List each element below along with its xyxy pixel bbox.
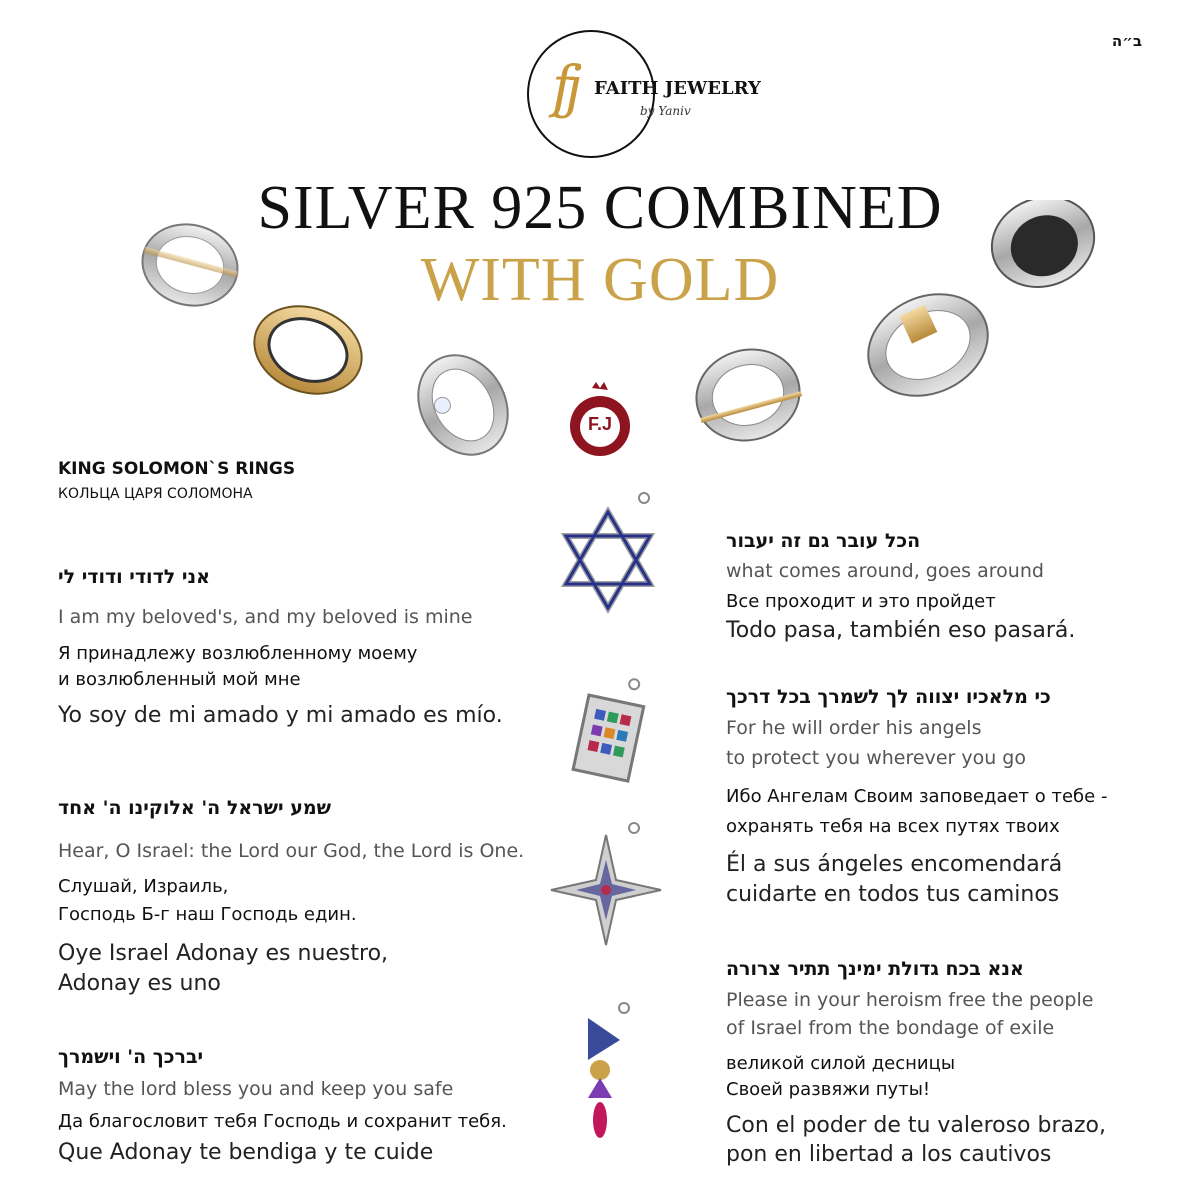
left-block-3-russian: Да благословит тебя Господь и сохранит тебя. bbox=[58, 1111, 507, 1132]
right-block-3-english-2: of Israel from the bondage of exile bbox=[726, 1017, 1055, 1039]
hoshen-pendant-icon bbox=[573, 671, 649, 781]
left-block-1-english: I am my beloved's, and my beloved is mine bbox=[58, 606, 473, 628]
right-block-2-russian-2: охранять тебя на всех путях твоих bbox=[726, 816, 1060, 837]
left-block-1-russian-2: и возлюбленный мой мне bbox=[58, 669, 301, 690]
right-block-2-english-1: For he will order his angels bbox=[726, 717, 982, 739]
section-subtitle: КОЛЬЦА ЦАРЯ СОЛОМОНА bbox=[58, 486, 253, 502]
page-title-line2: WITH GOLD bbox=[420, 246, 780, 314]
right-block-1-spanish: Todo pasa, también eso pasará. bbox=[726, 618, 1076, 643]
brand-name: FAITH JEWELRY bbox=[594, 78, 761, 99]
right-block-3-russian-2: Своей развяжи путы! bbox=[726, 1079, 931, 1100]
right-block-2-russian-1: Ибо Ангелам Своим заповедает о тебе - bbox=[726, 786, 1108, 807]
left-block-1-russian-1: Я принадлежу возлюбленному моему bbox=[58, 643, 418, 664]
left-block-3-spanish: Que Adonay te bendiga y te cuide bbox=[58, 1140, 434, 1165]
ring-5 bbox=[852, 275, 1005, 414]
right-block-3-hebrew: אנא בכח גדולת ימינך תתיר צרורה bbox=[726, 958, 1024, 980]
page-title-line1: SILVER 925 COMBINED bbox=[257, 174, 943, 242]
left-block-3-english: May the lord bless you and keep you safe bbox=[58, 1078, 454, 1100]
brand-tagline: by Yaniv bbox=[640, 104, 691, 118]
brand-monogram: fj bbox=[552, 55, 575, 120]
right-block-1-hebrew: הכל עובר גם זה יעבור bbox=[726, 530, 921, 552]
left-block-2-spanish-1: Oye Israel Adonay es nuestro, bbox=[58, 941, 389, 966]
section-title: KING SOLOMON`S RINGS bbox=[58, 459, 296, 479]
right-block-1-english: what comes around, goes around bbox=[726, 560, 1044, 582]
pendants-illustration bbox=[550, 490, 670, 1180]
right-block-3-spanish-2: pon en libertad a los cautivos bbox=[726, 1142, 1052, 1167]
right-block-3-russian-1: великой силой десницы bbox=[726, 1053, 956, 1074]
ring-2 bbox=[242, 292, 374, 409]
corner-mark: ב״ה bbox=[1111, 32, 1142, 50]
left-block-1-spanish: Yo soy de mi amado y mi amado es mío. bbox=[58, 703, 503, 728]
right-block-3-english-1: Please in your heroism free the people bbox=[726, 989, 1094, 1011]
left-block-2-spanish-2: Adonay es uno bbox=[58, 971, 221, 996]
right-block-1-russian: Все проходит и это пройдет bbox=[726, 591, 996, 612]
seal-pendant-icon bbox=[588, 1003, 629, 1138]
left-block-2-english: Hear, O Israel: the Lord our God, the Lord is One. bbox=[58, 840, 525, 862]
right-block-2-spanish-1: Él a sus ángeles encomendará bbox=[726, 852, 1063, 877]
left-block-2-hebrew: שמע ישראל ה' אלוקינו ה' אחד bbox=[58, 797, 332, 819]
ring-4 bbox=[686, 338, 810, 452]
right-block-3-spanish-1: Con el poder de tu valeroso brazo, bbox=[726, 1113, 1106, 1138]
ring-1 bbox=[133, 214, 246, 316]
star-of-david-pendant-icon bbox=[566, 493, 650, 608]
star-pendant-icon bbox=[551, 823, 661, 945]
left-block-2-russian-1: Слушай, Израиль, bbox=[58, 876, 229, 897]
ring-3 bbox=[401, 339, 526, 471]
fj-badge-label: F.J bbox=[587, 414, 612, 434]
ring-6 bbox=[979, 200, 1107, 301]
right-block-2-spanish-2: cuidarte en todos tus caminos bbox=[726, 882, 1060, 907]
left-block-1-hebrew: אני לדודי ודודי לי bbox=[58, 566, 210, 588]
right-block-2-english-2: to protect you wherever you go bbox=[726, 747, 1026, 769]
left-block-3-hebrew: יברכך ה' וישמרך bbox=[58, 1046, 204, 1068]
right-block-2-hebrew: כי מלאכיו יצווה לך לשמרך בכל דרכך bbox=[726, 686, 1051, 708]
left-block-2-russian-2: Господь Б-г наш Господь един. bbox=[58, 904, 357, 925]
